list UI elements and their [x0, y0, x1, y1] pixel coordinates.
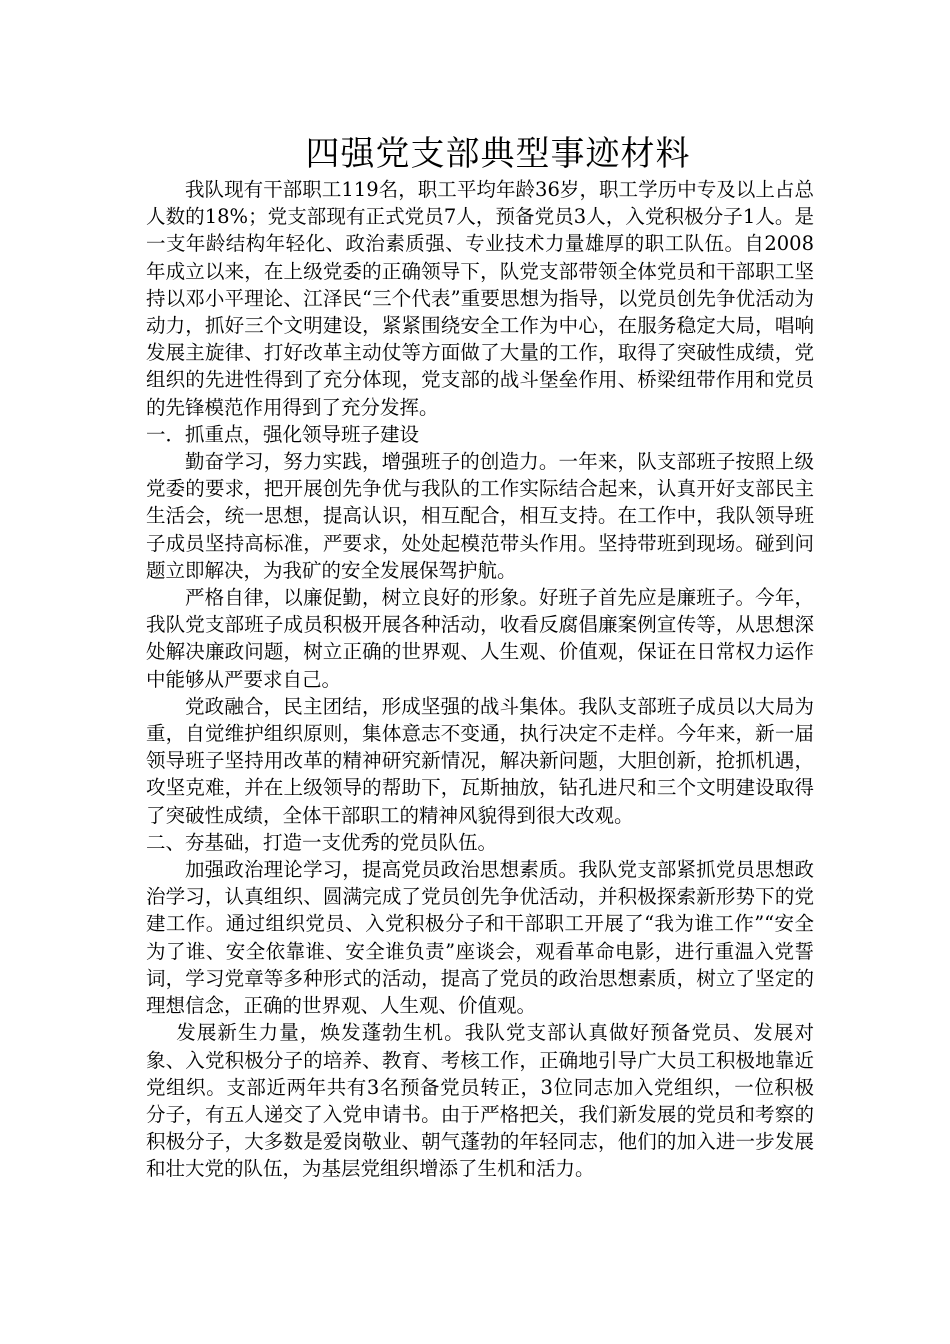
document-body [146, 132, 814, 1183]
section-2-paragraph-2: 发展新生力量，焕发蓬勃生机。我队党支部认真做好预备党员、发展对象、入党积极分子的培养、教育、考核工作，正确地引导广大员工积极地靠近党组织。支部近两年共有3名预备党员转正，3位同志加入党组织，一位积极分子，有五人递交了入党申请书。由于严格把关，我们新发展的党员和考察的积极分子，大多数是爱岗敬业、朝气蓬勃的年轻同志，他们的加入进一步发展和壮大党的队伍，为基层党组织增添了生机和活力。 [146, 1021, 814, 1181]
section-1-paragraph-1: 勤奋学习，努力实践，增强班子的创造力。一年来，队支部班子按照上级党委的要求，把开展创先争优与我队的工作实际结合起来，认真开好支部民主生活会，统一思想，提高认识，相互配合，相互支持。在工作中，我队领导班子成员坚持高标准，严要求，处处起模范带头作用。坚持带班到现场。碰到问题立即解决，为我矿的安全发展保驾护航。 [146, 450, 814, 582]
section-2-paragraph-1: 加强政治理论学习，提高党员政治思想素质。我队党支部紧抓党员思想政治学习，认真组织、圆满完成了党员创先争优活动，并积极探索新形势下的党建工作。通过组织党员、入党积极分子和干部职工开展了“我为谁工作”“安全为了谁、安全依靠谁、安全谁负责”座谈会，观看革命电影，进行重温入党誓词，学习党章等多种形式的活动，提高了党员的政治思想素质，树立了坚定的理想信念，正确的世界观、人生观、价值观。 [146, 858, 814, 1018]
document-title: 四强党支部典型事迹材料 [305, 134, 691, 174]
section-1-paragraph-3: 党政融合，民主团结，形成坚强的战斗集体。我队支部班子成员以大局为重，自觉维护组织原则，集体意志不变通，执行决定不走样。今年来，新一届领导班子坚持用改革的精神研究新情况，解决新问题，大胆创新，抢抓机遇，攻坚克难，并在上级领导的帮助下，瓦斯抽放，钻孔进尺和三个文明建设取得了突破性成绩，全体干部职工的精神风貌得到很大改观。 [146, 694, 814, 827]
section-1-heading: 一．抓重点，强化领导班子建设 [146, 422, 420, 446]
intro-paragraph: 我队现有干部职工119名，职工平均年龄36岁，职工学历中专及以上占总人数的18%；党支部现有正式党员7人，预备党员3人，入党积极分子1人。是一支年龄结构年轻化、政治素质强、专业技术力量雄厚的职工队伍。自2008年成立以来，在上级党委的正确领导下，队党支部带领全体党员和干部职工坚持以邓小平理论、江泽民“三个代表”重要思想为指导，以党员创先争优活动为动力，抓好三个文明建设，紧紧围绕安全工作为中心，在服务稳定大局，唱响发展主旋律、打好改革主动仗等方面做了大量的工作，取得了突破性成绩，党组织的先进性得到了充分体现，党支部的战斗堡垒作用、桥梁纽带作用和党员的先锋模范作用得到了充分发挥。 [146, 178, 814, 419]
section-2-heading: 二、夯基础，打造一支优秀的党员队伍。 [146, 830, 498, 854]
section-1-paragraph-2: 严格自律，以廉促勤，树立良好的形象。好班子首先应是廉班子。今年，我队党支部班子成员积极开展各种活动，收看反腐倡廉案例宣传等，从思想深处解决廉政问题，树立正确的世界观、人生观、价值观，保证在日常权力运作中能够从严要求自己。 [146, 586, 814, 691]
